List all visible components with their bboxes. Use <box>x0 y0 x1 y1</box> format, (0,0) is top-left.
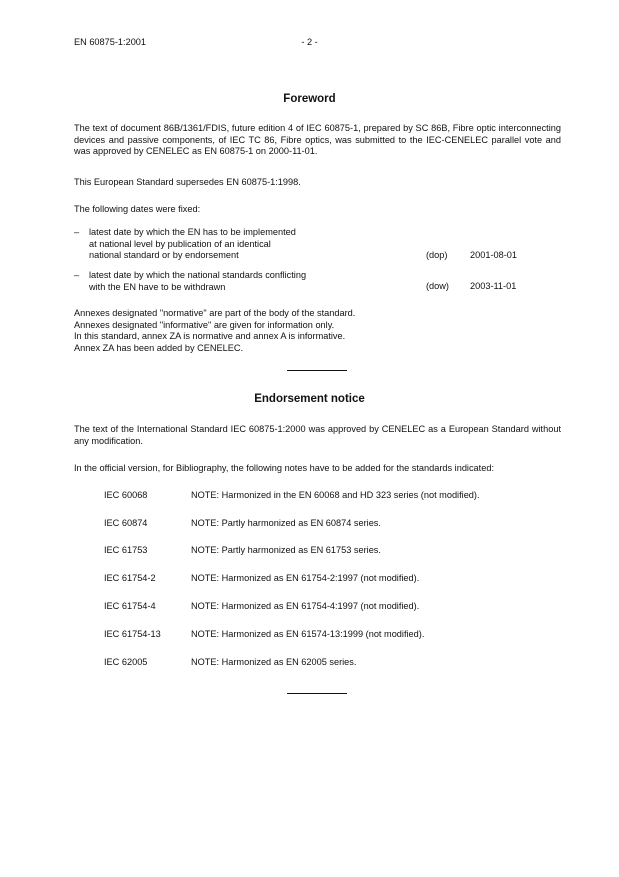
standard-note: NOTE: Harmonized as EN 62005 series. <box>191 657 357 667</box>
standard-code: IEC 61753 <box>104 545 148 555</box>
list-dash: – <box>74 227 80 237</box>
date-item-line: with the EN have to be withdrawn <box>89 281 226 292</box>
section-divider <box>287 370 347 371</box>
standard-code: IEC 61754-13 <box>104 629 161 639</box>
date-item-line: latest date by which the national standards conflicting <box>89 270 307 280</box>
standard-note: NOTE: Harmonized in the EN 60068 and HD 323 series (not modified). <box>191 490 480 500</box>
foreword-paragraph-1: The text of document 86B/1361/FDIS, future edition 4 of IEC 60875-1, prepared by SC 86B, Fibre optic interconnecting devices and passive components, of IEC TC 86, Fibre optics, was submitted to the IEC-CENELEC parallel vote and was approved by CENELEC as EN 60875-1 on 2000-11-01. <box>74 123 561 156</box>
endorsement-paragraph-2: In the official version, for Bibliography, the following notes have to be added for the standards indicated: <box>74 463 494 473</box>
date-item-text <box>89 270 306 293</box>
standard-note: NOTE: Partly harmonized as EN 61753 series. <box>191 545 381 555</box>
date-item-text <box>89 227 296 262</box>
date-value: 2001-08-01 <box>470 250 517 260</box>
standard-code: IEC 60874 <box>104 518 148 528</box>
standard-code: IEC 60068 <box>104 490 148 500</box>
header-page-number: - 2 - <box>301 37 318 47</box>
date-code: (dop) <box>426 250 448 260</box>
endorsement-paragraph-1: The text of the International Standard IEC 60875-1:2000 was approved by CENELEC as a European Standard without any modification. <box>74 424 561 446</box>
annex-line: Annexes designated "informative" are given for information only. <box>74 319 335 330</box>
foreword-paragraph-3: The following dates were fixed: <box>74 204 201 214</box>
annex-line: Annex ZA has been added by CENELEC. <box>74 342 244 353</box>
standard-code: IEC 62005 <box>104 657 148 667</box>
date-item-line: at national level by publication of an identical <box>89 238 271 249</box>
date-item-line: latest date by which the EN has to be implemented <box>89 227 296 237</box>
date-code: (dow) <box>426 281 449 291</box>
date-value: 2003-11-01 <box>470 281 517 291</box>
foreword-paragraph-2: This European Standard supersedes EN 60875-1:1998. <box>74 177 301 187</box>
date-item-line: national standard or by endorsement <box>89 250 239 260</box>
annex-line: Annexes designated "normative" are part of the body of the standard. <box>74 308 356 318</box>
annex-notes <box>74 308 561 354</box>
list-dash: – <box>74 270 80 280</box>
foreword-title: Foreword <box>283 93 336 105</box>
standard-code: IEC 61754-2 <box>104 573 156 583</box>
standard-note: NOTE: Partly harmonized as EN 60874 series. <box>191 518 381 528</box>
endorsement-title: Endorsement notice <box>254 393 365 405</box>
header-doc-id: EN 60875-1:2001 <box>74 37 147 47</box>
standard-note: NOTE: Harmonized as EN 61754-2:1997 (not modified). <box>191 573 420 583</box>
standard-note: NOTE: Harmonized as EN 61574-13:1999 (not modified). <box>191 629 425 639</box>
standard-note: NOTE: Harmonized as EN 61754-4:1997 (not modified). <box>191 601 420 611</box>
annex-line: In this standard, annex ZA is normative and annex A is informative. <box>74 331 346 341</box>
section-divider <box>287 693 347 694</box>
standard-code: IEC 61754-4 <box>104 601 156 611</box>
